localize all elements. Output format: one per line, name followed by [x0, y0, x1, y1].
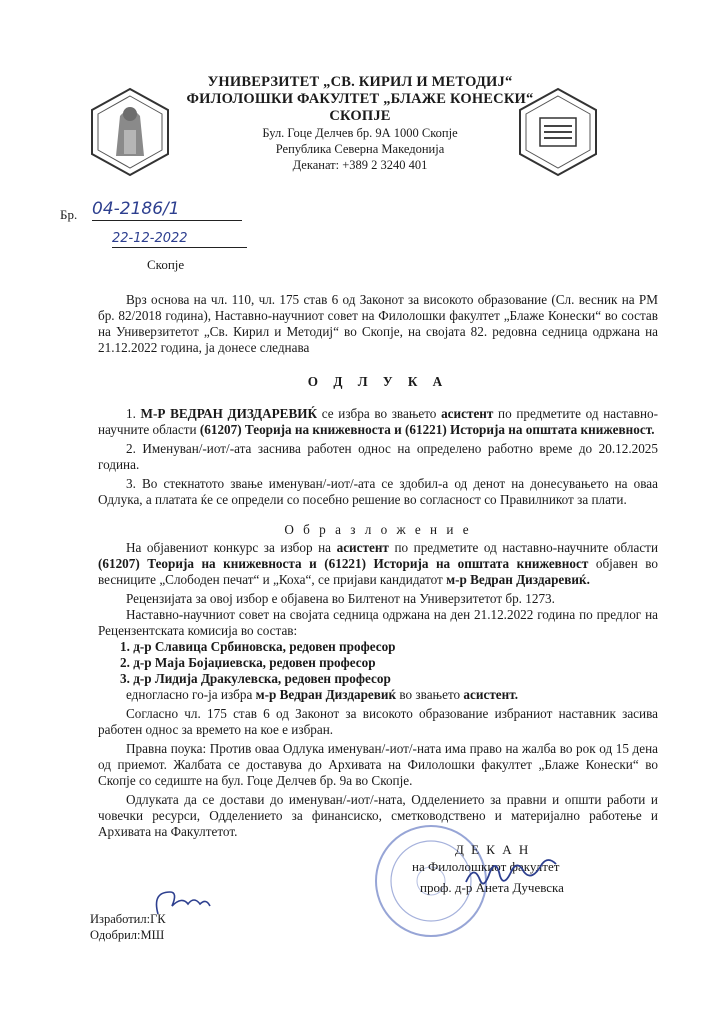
- prepared-by: Изработил:ГК: [90, 912, 166, 926]
- decision-item-1: [98, 406, 658, 438]
- reference-city: Скопје: [147, 257, 185, 272]
- reasoning-title: О б р а з л о ж е н и е: [284, 522, 472, 537]
- approved-by: Одобрил:МШ: [90, 928, 165, 942]
- reasoning-paragraph-4: [98, 687, 658, 703]
- reasoning-paragraph-5: Согласно чл. 175 став 6 од Законот за високото образование избраниот наставник засива работен однос за времето на кое е избран.: [98, 706, 658, 737]
- reference-label: Бр.: [60, 207, 78, 222]
- dean-name: проф. д-р Анета Дучевска: [420, 880, 564, 895]
- committee-member-2: 2. д-р Маја Бојаџиевска, редовен професор: [120, 655, 376, 670]
- reasoning-paragraph-2: Рецензијата за овој избор е објавена во Билтенот на Универзитетот бр. 1273.: [126, 591, 555, 606]
- reasoning-paragraph-7: Одлуката да се достави до именуван/-иот/-ната, Одделението за правни и општи работи и човечки ресурси, Одделението за финансиско, сметководствено и материјално работење и Архивата на Факултетот.: [98, 792, 658, 839]
- intro-paragraph: Врз основа на чл. 110, чл. 175 став 6 од Законот за високото образование (Сл. весник на РМ бр. 82/2018 година), Наставно-научниот совет на Филолошки факултет „Блаже Конески“ во состав на Универзитетот „Св. Кирил и Методиј“ во Скопје, на својата 82. редовна седница одржана на 21.12.2022 година, ја донесе следнава: [98, 292, 658, 355]
- university-name: УНИВЕРЗИТЕТ „СВ. КИРИЛ И МЕТОДИЈ“: [207, 74, 513, 90]
- letterhead: [175, 74, 545, 173]
- r1-text-2: по предметите од наставно-научните области: [388, 540, 658, 555]
- r1-candidate: м-р Ведран Диздаревиќ.: [446, 572, 590, 587]
- r1-role: асистент: [336, 540, 389, 555]
- document-body: [98, 292, 658, 840]
- reference-date: 22-12-2022: [112, 231, 247, 248]
- item-1-fields: (61207) Теорија на книжевноста и (61221) Историја на општата книжевност.: [199, 422, 655, 437]
- address: Бул. Гоце Делчев бр. 9А 1000 Скопје: [262, 126, 458, 140]
- r4-text: едногласно го-ја избра: [126, 687, 256, 702]
- faculty-name: ФИЛОЛОШКИ ФАКУЛТЕТ „БЛАЖЕ КОНЕСКИ“: [186, 91, 534, 107]
- decision-title: О Д Л У К А: [307, 374, 449, 389]
- dean-title: Д Е К А Н: [455, 842, 531, 857]
- reasoning-paragraph-6: Правна поука: Против оваа Одлука именуван/-иот/-ната има право на жалба во рок од 15 дена од приемот. Жалбата се доставува до Архивата на Филолошки факултет „Блаже Конески“ во Скопје со седиште на бул. Гоце Делчев бр. 9а во Скопје.: [98, 741, 658, 788]
- r4-role: асистент.: [463, 687, 519, 702]
- phone: Деканат: +389 2 3240 401: [292, 158, 428, 172]
- item-1-text: се избра во звањето: [317, 406, 442, 421]
- reasoning-paragraph-3: Наставно-научниот совет на својата седница одржана на ден 21.12.2022 година по предлог на Рецензентската комисија во состав:: [98, 607, 658, 638]
- r4-candidate: м-р Ведран Диздаревиќ: [255, 687, 397, 702]
- country: Република Северна Македонија: [275, 142, 445, 156]
- item-1-number: 1.: [126, 406, 136, 421]
- r1-fields: (61207) Теорија на книжевноста и (61221) Историја на општата книжевност: [98, 556, 589, 571]
- university-seal-logo: [84, 86, 176, 178]
- candidate-name: М-Р ВЕДРАН ДИЗДАРЕВИЌ: [140, 406, 318, 421]
- item-1-role: асистент: [441, 406, 494, 421]
- dean-faculty: на Филолошкиот факултет: [412, 859, 560, 874]
- item-1-text-2: по предметите од наставно-научните области: [98, 406, 659, 437]
- r1-text: На објавениот конкурс за избор на: [126, 540, 337, 555]
- decision-item-3: 3. Во стекнатото звање именуван/-иот/-ата се здобил-а од денот на донесувањето на оваа Одлука, а платата ќе се определи со посебно решение во согласност со Правилникот за плати.: [98, 476, 658, 507]
- committee-member-1: 1. д-р Славица Србиновска, редовен професор: [120, 639, 396, 654]
- r1-text-3: објавен во весниците „Слободен печат“ и „Коха“, се пријави кандидатот: [98, 556, 658, 587]
- committee-member-3: 3. д-р Лидија Дракулевска, редовен професор: [120, 671, 391, 686]
- decision-item-2: 2. Именуван/-иот/-ата заснива работен однос на определено работно време до 20.12.2025 година.: [98, 441, 658, 472]
- reasoning-paragraph-1: [98, 540, 658, 588]
- reference-number: 04-2186/1: [92, 199, 242, 221]
- reference-number-row: [60, 207, 77, 223]
- r4-text-2: во звањето: [396, 687, 464, 702]
- city-heading: СКОПЈЕ: [329, 108, 391, 124]
